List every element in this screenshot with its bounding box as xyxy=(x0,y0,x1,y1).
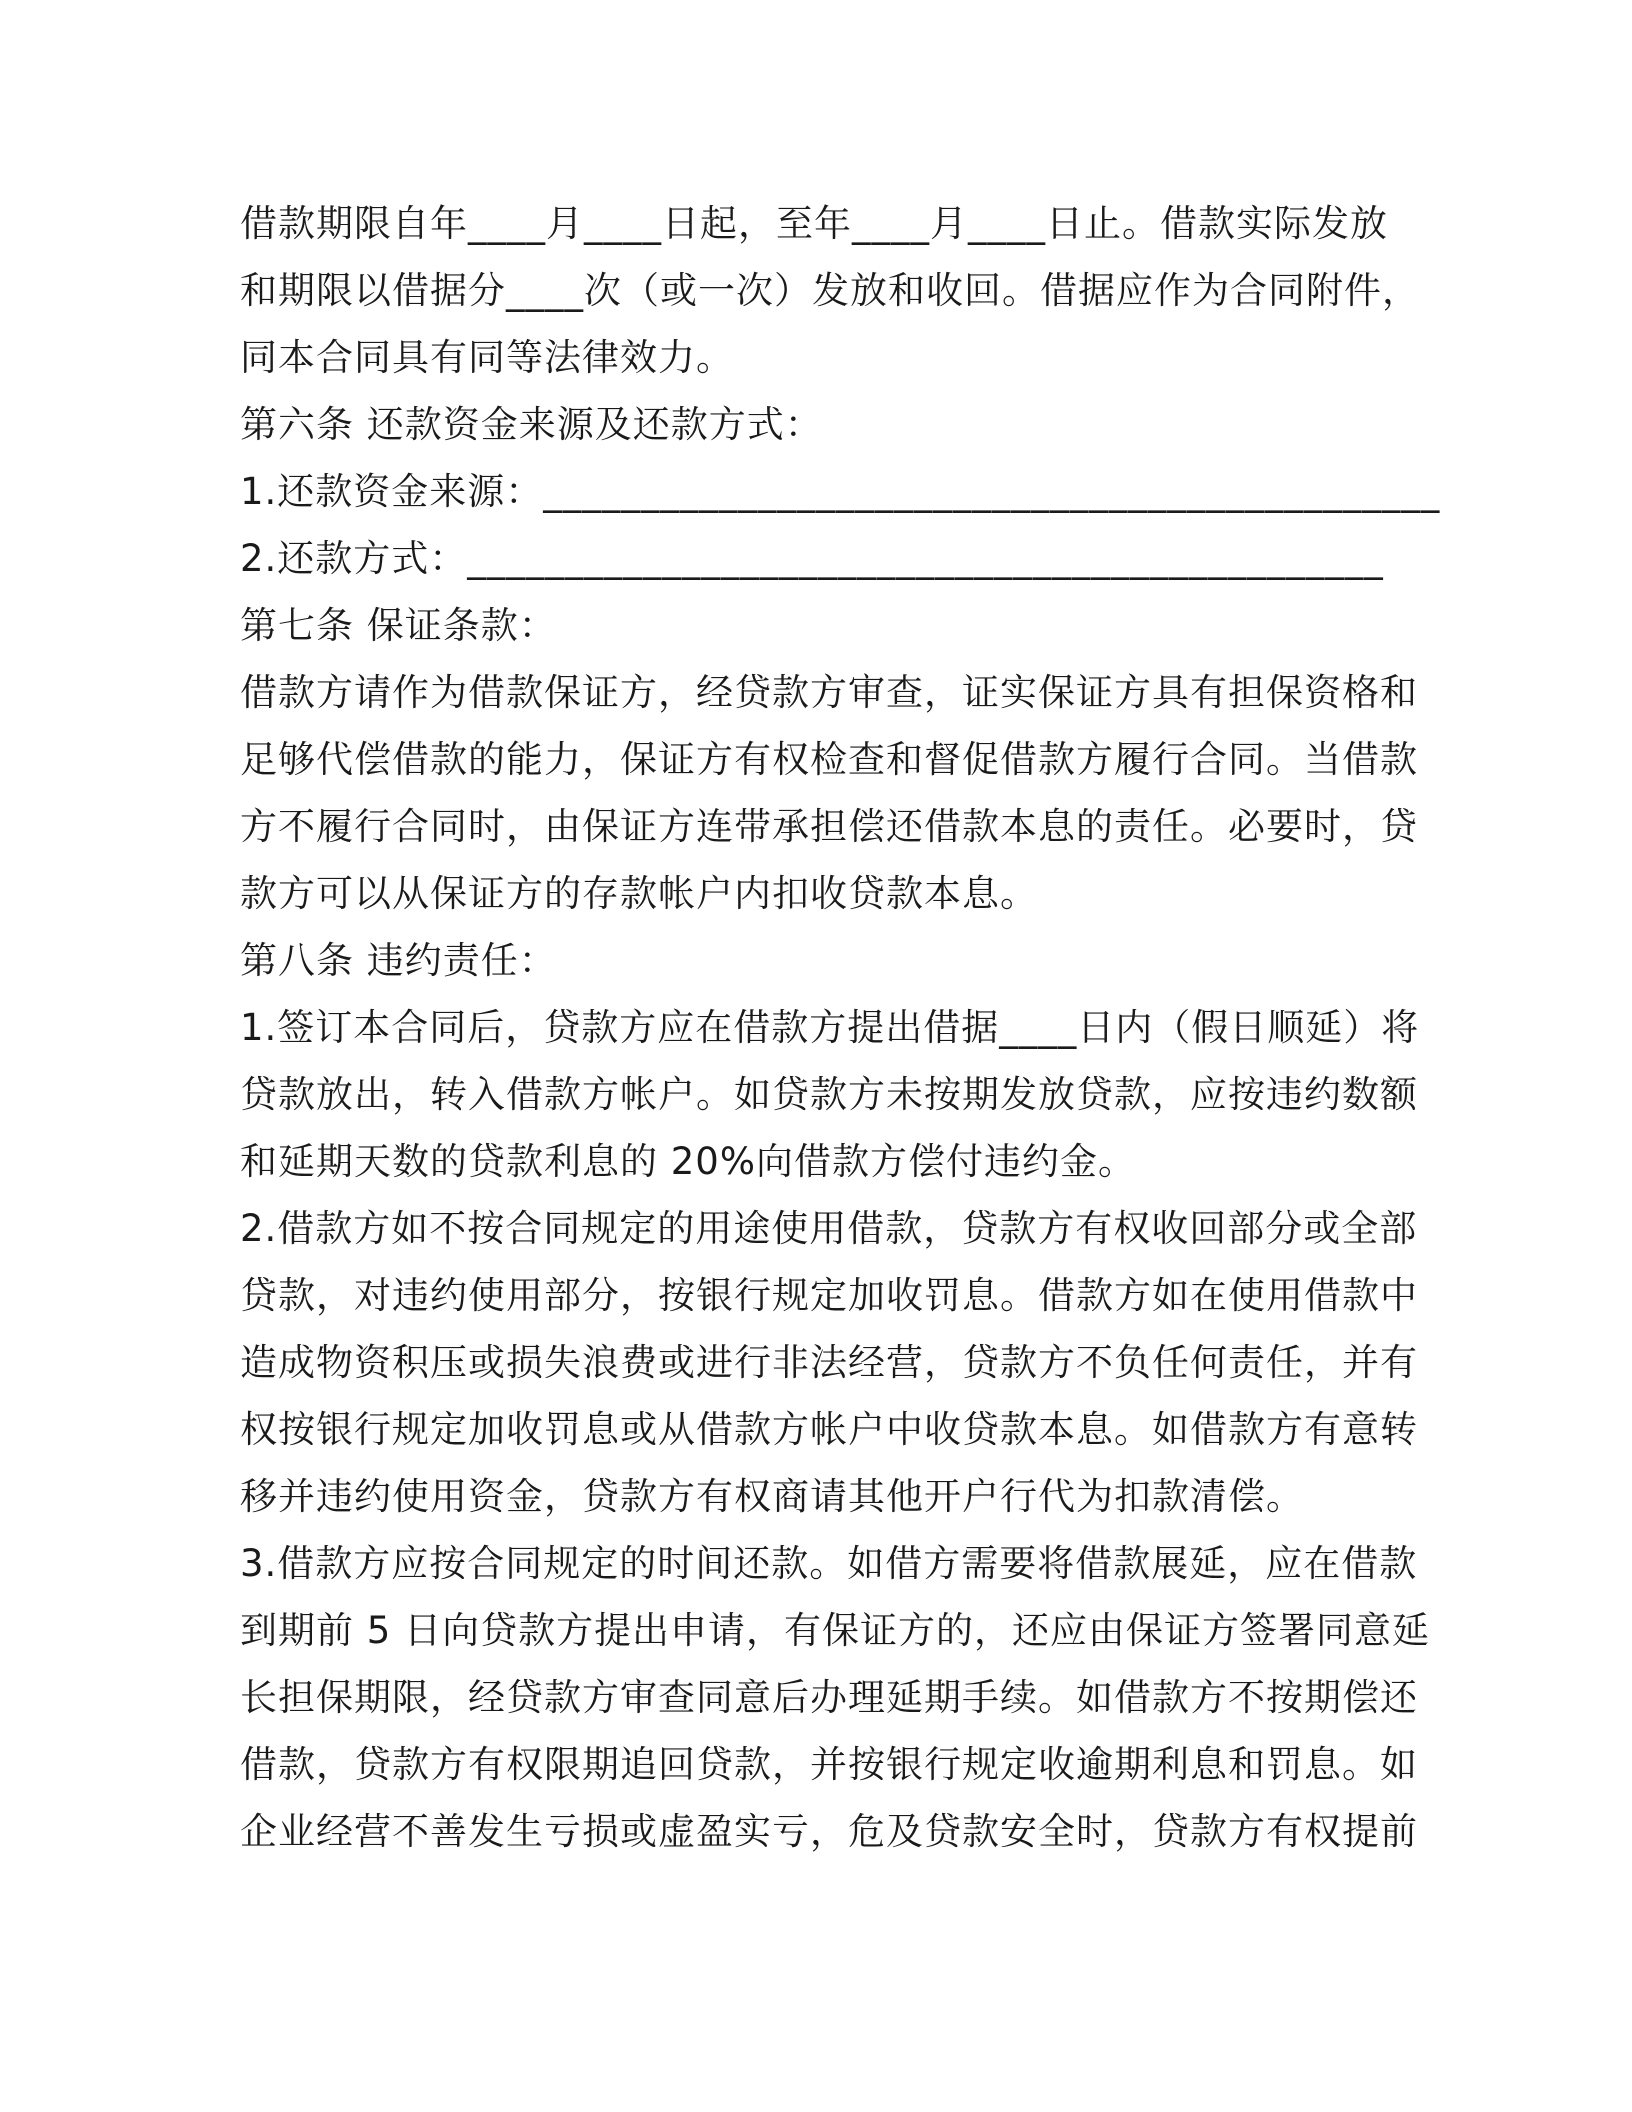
text-line: 同本合同具有同等法律效力。 xyxy=(240,336,734,379)
text-line: 借款方请作为借款保证方，经贷款方审查，证实保证方具有担保资格和 xyxy=(240,671,1418,714)
text-line: 1.签订本合同后，贷款方应在借款方提出借据____日内（假日顺延）将 xyxy=(240,1006,1420,1049)
document-page xyxy=(240,190,1441,1865)
text-line: 贷款放出，转入借款方帐户。如贷款方未按期发放贷款，应按违约数额 xyxy=(240,1073,1418,1116)
text-line: 长担保期限，经贷款方审查同意后办理延期手续。如借款方不按期偿还 xyxy=(240,1676,1418,1719)
text-line: 3.借款方应按合同规定的时间还款。如借方需要将借款展延，应在借款 xyxy=(240,1542,1418,1585)
text-line: 足够代偿借款的能力，保证方有权检查和督促借款方履行合同。当借款 xyxy=(240,738,1418,781)
text-line: 企业经营不善发生亏损或虚盈实亏，危及贷款安全时，贷款方有权提前 xyxy=(240,1810,1418,1853)
text-line: 到期前 5 日向贷款方提出申请，有保证方的，还应由保证方签署同意延 xyxy=(240,1609,1431,1652)
text-line: 款方可以从保证方的存款帐户内扣收贷款本息。 xyxy=(240,872,1038,915)
text-line: 1.还款资金来源：______________________________________________ xyxy=(240,470,1441,513)
text-line: 权按银行规定加收罚息或从借款方帐户中收贷款本息。如借款方有意转 xyxy=(240,1408,1418,1451)
text-line: 和延期天数的贷款利息的 20%向借款方偿付违约金。 xyxy=(240,1140,1136,1183)
section-heading: 第八条 违约责任： xyxy=(240,939,557,982)
text-line: 和期限以借据分____次（或一次）发放和收回。借据应作为合同附件， xyxy=(240,269,1420,312)
text-line: 借款期限自年____月____日起，至年____月____日止。借款实际发放 xyxy=(240,202,1388,245)
section-heading: 第七条 保证条款： xyxy=(240,604,557,647)
text-line: 移并违约使用资金，贷款方有权商请其他开户行代为扣款清偿。 xyxy=(240,1475,1304,1518)
text-line: 方不履行合同时，由保证方连带承担偿还借款本息的责任。必要时，贷 xyxy=(240,805,1418,848)
text-line: 2.借款方如不按合同规定的用途使用借款，贷款方有权收回部分或全部 xyxy=(240,1207,1418,1250)
section-heading: 第六条 还款资金来源及还款方式： xyxy=(240,403,823,446)
text-line: 借款，贷款方有权限期追回贷款，并按银行规定收逾期利息和罚息。如 xyxy=(240,1743,1418,1786)
text-line: 2.还款方式：_______________________________________________ xyxy=(240,537,1384,580)
text-line: 贷款，对违约使用部分，按银行规定加收罚息。借款方如在使用借款中 xyxy=(240,1274,1418,1317)
text-line: 造成物资积压或损失浪费或进行非法经营，贷款方不负任何责任，并有 xyxy=(240,1341,1418,1384)
